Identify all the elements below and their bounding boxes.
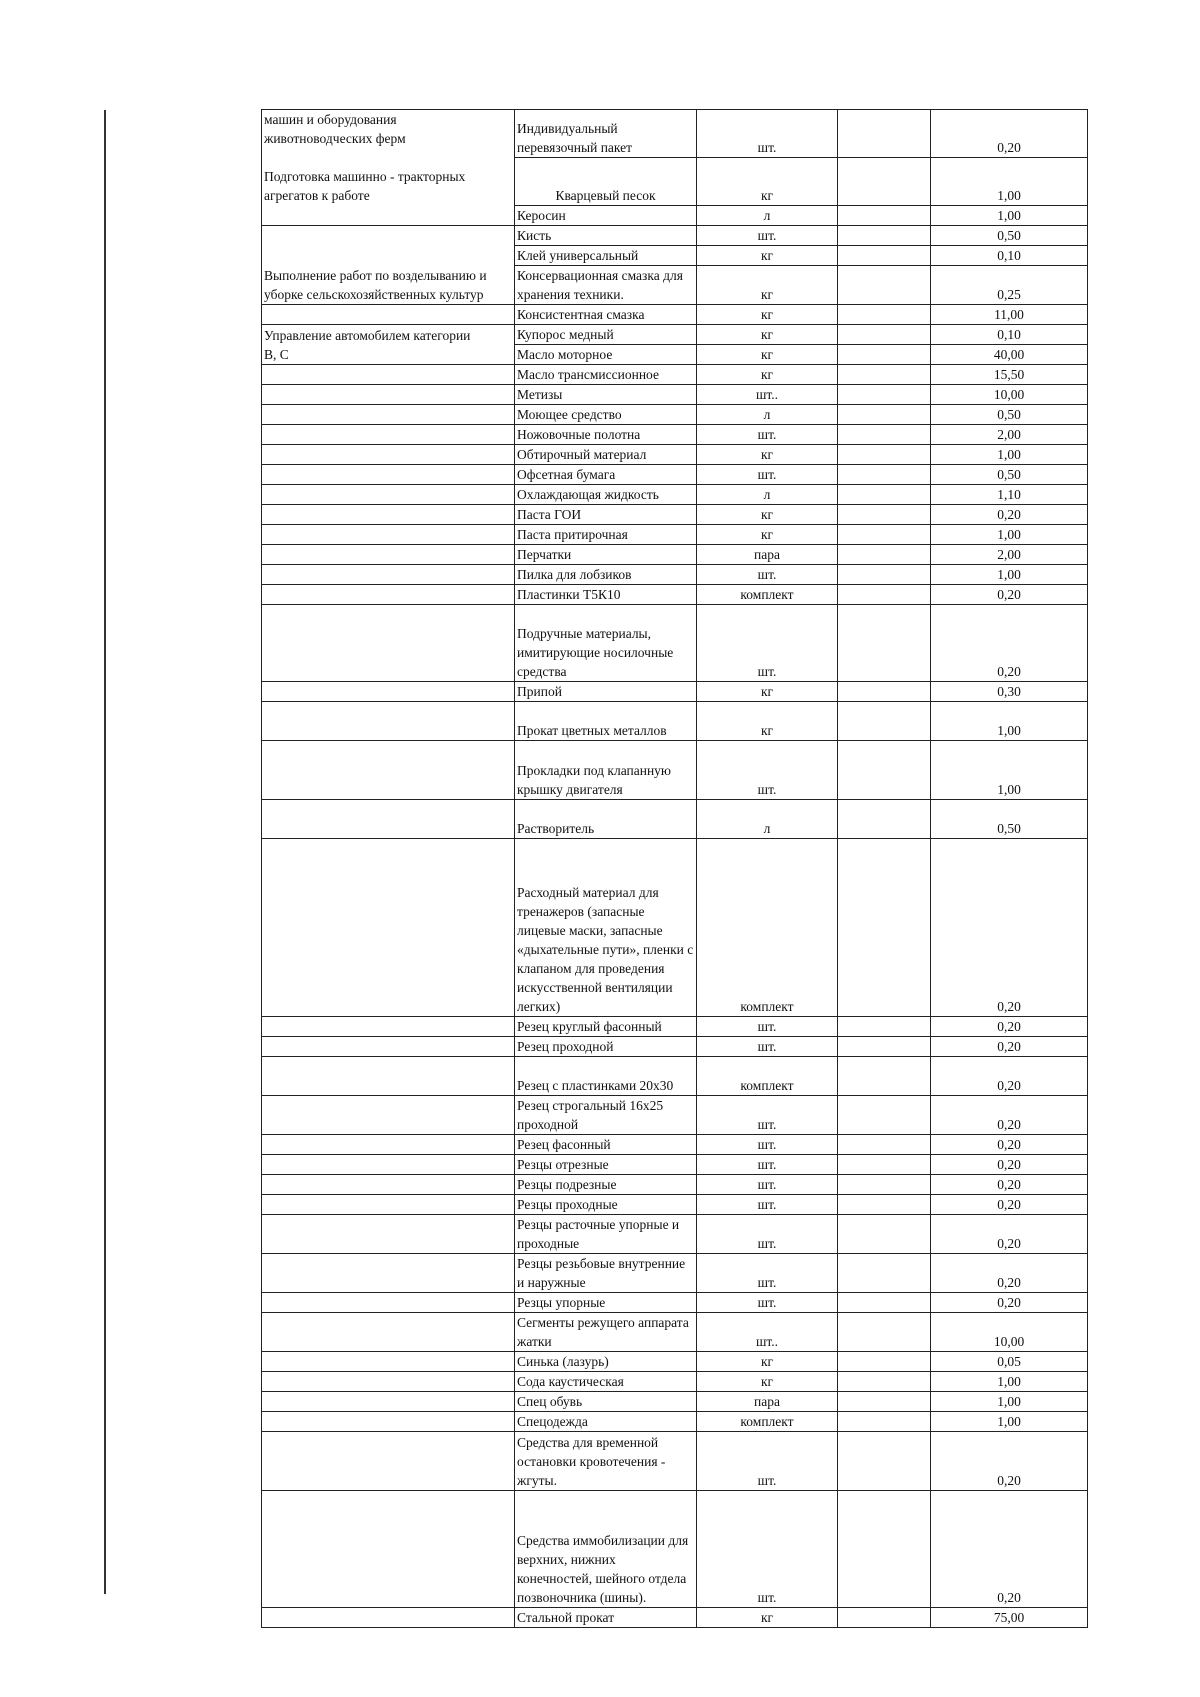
item-qty: 0,20 [931, 1095, 1088, 1134]
blank-cell [838, 110, 931, 158]
item-unit: комплект [697, 1411, 838, 1431]
item-unit: шт.. [697, 384, 838, 404]
item-unit: кг [697, 681, 838, 701]
section-cell [262, 225, 515, 304]
section-title: машин и оборудования животноводческих ферм Подготовка машинно - тракторных агрегатов к работе [264, 112, 466, 203]
table-row [262, 1371, 1088, 1391]
item-name: Резцы расточные упорные и проходные [515, 1214, 697, 1253]
item-qty: 0,20 [931, 838, 1088, 1016]
item-unit: шт. [697, 1431, 838, 1490]
item-qty: 0,20 [931, 1154, 1088, 1174]
blank-cell [838, 304, 931, 324]
blank-cell [838, 424, 931, 444]
table-row [262, 424, 1088, 444]
table-row [262, 484, 1088, 504]
item-name: Резцы упорные [515, 1292, 697, 1312]
item-name: Синька (лазурь) [515, 1351, 697, 1371]
item-unit: кг [697, 324, 838, 344]
item-unit: шт. [697, 740, 838, 799]
table-row [262, 1154, 1088, 1174]
section-cell [262, 740, 515, 799]
blank-cell [838, 265, 931, 304]
blank-cell [838, 157, 931, 205]
section-cell [262, 1056, 515, 1095]
table-row [262, 584, 1088, 604]
section-cell [262, 1431, 515, 1490]
section-cell [262, 1292, 515, 1312]
table-row [262, 799, 1088, 838]
item-unit: шт. [697, 464, 838, 484]
table-row [262, 1391, 1088, 1411]
section-cell [262, 110, 515, 206]
blank-cell [838, 838, 931, 1016]
item-unit: шт. [697, 1154, 838, 1174]
blank-cell [838, 1312, 931, 1351]
item-qty: 0,20 [931, 584, 1088, 604]
blank-cell [838, 604, 931, 681]
item-name: Подручные материалы, имитирующие носилочные средства [515, 604, 697, 681]
item-name: Припой [515, 681, 697, 701]
blank-cell [838, 1431, 931, 1490]
item-unit: кг [697, 524, 838, 544]
item-unit: шт. [697, 1490, 838, 1607]
materials-table [261, 109, 1088, 1628]
item-unit: шт. [697, 1016, 838, 1036]
blank-cell [838, 444, 931, 464]
item-qty: 15,50 [931, 364, 1088, 384]
item-qty: 75,00 [931, 1607, 1088, 1627]
item-qty: 0,20 [931, 1490, 1088, 1607]
item-name: Резцы отрезные [515, 1154, 697, 1174]
section-cell [262, 1371, 515, 1391]
item-name: Сегменты режущего аппарата жатки [515, 1312, 697, 1351]
item-unit: л [697, 404, 838, 424]
item-qty: 11,00 [931, 304, 1088, 324]
item-name: Масло трансмиссионное [515, 364, 697, 384]
section-cell [262, 324, 515, 364]
section-cell [262, 681, 515, 701]
item-qty: 0,30 [931, 681, 1088, 701]
item-qty: 2,00 [931, 544, 1088, 564]
table-row [262, 384, 1088, 404]
section-cell [262, 484, 515, 504]
blank-cell [838, 1253, 931, 1292]
item-qty: 0,20 [931, 110, 1088, 158]
blank-cell [838, 324, 931, 344]
section-cell [262, 1036, 515, 1056]
item-qty: 0,20 [931, 1174, 1088, 1194]
item-unit: шт. [697, 424, 838, 444]
item-name: Резцы подрезные [515, 1174, 697, 1194]
table-row [262, 604, 1088, 681]
blank-cell [838, 544, 931, 564]
blank-cell [838, 384, 931, 404]
item-name: Обтирочный материал [515, 444, 697, 464]
section-cell [262, 1351, 515, 1371]
section-cell [262, 1391, 515, 1411]
item-name: Прокат цветных металлов [515, 701, 697, 740]
table-row [262, 1016, 1088, 1036]
item-name: Кварцевый песок [515, 157, 697, 205]
item-unit: шт. [697, 604, 838, 681]
item-unit: кг [697, 504, 838, 524]
blank-cell [838, 1490, 931, 1607]
blank-cell [838, 344, 931, 364]
item-unit: кг [697, 265, 838, 304]
item-qty: 0,20 [931, 1431, 1088, 1490]
page-left-rule [104, 110, 106, 1594]
item-qty: 0,20 [931, 1056, 1088, 1095]
item-qty: 10,00 [931, 384, 1088, 404]
section-cell [262, 524, 515, 544]
table-row [262, 1194, 1088, 1214]
item-name: Охлаждающая жидкость [515, 484, 697, 504]
item-unit: шт. [697, 1292, 838, 1312]
section-cell [262, 1411, 515, 1431]
blank-cell [838, 524, 931, 544]
item-unit: кг [697, 157, 838, 205]
blank-cell [838, 1016, 931, 1036]
item-qty: 2,00 [931, 424, 1088, 444]
item-unit: комплект [697, 584, 838, 604]
item-qty: 0,20 [931, 1194, 1088, 1214]
item-unit: пара [697, 1391, 838, 1411]
item-name: Масло моторное [515, 344, 697, 364]
item-qty: 0,10 [931, 245, 1088, 265]
item-name: Спец обувь [515, 1391, 697, 1411]
section-cell [262, 404, 515, 424]
item-qty: 1,00 [931, 205, 1088, 225]
section-cell [262, 364, 515, 384]
item-unit: шт. [697, 1194, 838, 1214]
item-name: Офсетная бумага [515, 464, 697, 484]
table-body-rest [262, 364, 1088, 1627]
item-qty: 0,20 [931, 1134, 1088, 1154]
table-row [262, 404, 1088, 424]
blank-cell [838, 1194, 931, 1214]
blank-cell [838, 225, 931, 245]
section-cell [262, 1194, 515, 1214]
section-cell [262, 504, 515, 524]
section-cell [262, 424, 515, 444]
item-unit: кг [697, 701, 838, 740]
section-cell [262, 304, 515, 324]
blank-cell [838, 1134, 931, 1154]
item-name: Метизы [515, 384, 697, 404]
item-name: Сода каустическая [515, 1371, 697, 1391]
blank-cell [838, 1056, 931, 1095]
section-cell [262, 1174, 515, 1194]
section-cell [262, 1016, 515, 1036]
item-qty: 0,20 [931, 1036, 1088, 1056]
table-row [262, 324, 1088, 344]
table-row [262, 1134, 1088, 1154]
blank-cell [838, 564, 931, 584]
section-cell [262, 1095, 515, 1134]
item-unit: шт. [697, 1134, 838, 1154]
section-cell [262, 1312, 515, 1351]
blank-cell [838, 1214, 931, 1253]
item-qty: 1,00 [931, 1411, 1088, 1431]
item-unit: кг [697, 1607, 838, 1627]
item-unit: шт. [697, 110, 838, 158]
item-qty: 0,50 [931, 404, 1088, 424]
table-row [262, 1411, 1088, 1431]
section-cell [262, 701, 515, 740]
table-row [262, 110, 1088, 158]
blank-cell [838, 1391, 931, 1411]
table-row [262, 205, 1088, 225]
item-qty: 0,20 [931, 1292, 1088, 1312]
blank-cell [838, 1174, 931, 1194]
section-title: Управление автомобилем категории В, С [264, 327, 471, 362]
table-row [262, 504, 1088, 524]
table-row [262, 225, 1088, 245]
item-name: Паста ГОИ [515, 504, 697, 524]
section-cell [262, 1154, 515, 1174]
item-name: Пластинки Т5К10 [515, 584, 697, 604]
item-qty: 0,20 [931, 1016, 1088, 1036]
item-qty: 1,00 [931, 740, 1088, 799]
item-name: Пилка для лобзиков [515, 564, 697, 584]
item-name: Кисть [515, 225, 697, 245]
blank-cell [838, 740, 931, 799]
table-row [262, 1607, 1088, 1627]
blank-cell [838, 1095, 931, 1134]
blank-cell [838, 1036, 931, 1056]
item-name: Стальной прокат [515, 1607, 697, 1627]
item-name: Расходный материал для тренажеров (запасные лицевые маски, запасные «дыхательные пути», пленки с клапаном для проведения искусственной вентиляции легких) [515, 838, 697, 1016]
blank-cell [838, 484, 931, 504]
blank-cell [838, 1292, 931, 1312]
table-row [262, 304, 1088, 324]
section-cell [262, 604, 515, 681]
table-row [262, 524, 1088, 544]
table-row [262, 564, 1088, 584]
section-cell [262, 1214, 515, 1253]
item-name: Резец фасонный [515, 1134, 697, 1154]
blank-cell [838, 701, 931, 740]
blank-cell [838, 504, 931, 524]
item-name: Резец круглый фасонный [515, 1016, 697, 1036]
item-qty: 1,00 [931, 524, 1088, 544]
item-qty: 0,25 [931, 265, 1088, 304]
table-row [262, 1174, 1088, 1194]
blank-cell [838, 681, 931, 701]
item-name: Резцы резьбовые внутренние и наружные [515, 1253, 697, 1292]
item-unit: л [697, 484, 838, 504]
item-unit: л [697, 799, 838, 838]
item-unit: комплект [697, 838, 838, 1016]
blank-cell [838, 205, 931, 225]
table-row [262, 1253, 1088, 1292]
section-cell [262, 1253, 515, 1292]
item-unit: шт. [697, 1095, 838, 1134]
item-qty: 1,00 [931, 1391, 1088, 1411]
section-cell [262, 799, 515, 838]
item-qty: 0,20 [931, 1253, 1088, 1292]
table-row [262, 1431, 1088, 1490]
blank-cell [838, 364, 931, 384]
item-unit: пара [697, 544, 838, 564]
section-cell [262, 838, 515, 1016]
item-qty: 0,20 [931, 604, 1088, 681]
item-unit: кг [697, 1371, 838, 1391]
table-row [262, 1490, 1088, 1607]
item-qty: 1,00 [931, 564, 1088, 584]
item-unit: шт. [697, 1253, 838, 1292]
table-row [262, 1056, 1088, 1095]
item-unit: кг [697, 344, 838, 364]
table-row [262, 1351, 1088, 1371]
table-row [262, 1292, 1088, 1312]
item-qty: 0,50 [931, 225, 1088, 245]
item-unit: кг [697, 444, 838, 464]
item-name: Паста притирочная [515, 524, 697, 544]
section-cell [262, 444, 515, 464]
table-row [262, 364, 1088, 384]
table-row [262, 1214, 1088, 1253]
table-row [262, 1036, 1088, 1056]
item-unit: шт. [697, 564, 838, 584]
item-qty: 0,05 [931, 1351, 1088, 1371]
item-name: Перчатки [515, 544, 697, 564]
blank-cell [838, 584, 931, 604]
section-cell [262, 564, 515, 584]
item-qty: 40,00 [931, 344, 1088, 364]
item-name: Растворитель [515, 799, 697, 838]
table-row [262, 701, 1088, 740]
item-qty: 1,10 [931, 484, 1088, 504]
section-cell [262, 544, 515, 564]
item-qty: 1,00 [931, 444, 1088, 464]
item-qty: 1,00 [931, 1371, 1088, 1391]
item-name: Моющее средство [515, 404, 697, 424]
item-name: Резец строгальный 16х25 проходной [515, 1095, 697, 1134]
item-qty: 1,00 [931, 157, 1088, 205]
section-cell [262, 1134, 515, 1154]
item-unit: комплект [697, 1056, 838, 1095]
item-name: Ножовочные полотна [515, 424, 697, 444]
item-name: Средства иммобилизации для верхних, нижних конечностей, шейного отдела позвоночника (шины). [515, 1490, 697, 1607]
item-name: Резцы проходные [515, 1194, 697, 1214]
table-row [262, 740, 1088, 799]
table-row [262, 544, 1088, 564]
item-unit: шт. [697, 1174, 838, 1194]
item-qty: 0,20 [931, 1214, 1088, 1253]
item-qty: 0,10 [931, 324, 1088, 344]
item-qty: 10,00 [931, 1312, 1088, 1351]
table-row [262, 444, 1088, 464]
item-name: Индивидуальный перевязочный пакет [515, 110, 697, 158]
section-cell [262, 1607, 515, 1627]
blank-cell [838, 245, 931, 265]
item-unit: шт. [697, 1036, 838, 1056]
blank-cell [838, 404, 931, 424]
item-unit: кг [697, 304, 838, 324]
table-row [262, 1095, 1088, 1134]
table-row [262, 681, 1088, 701]
section-cell [262, 384, 515, 404]
blank-cell [838, 1351, 931, 1371]
item-qty: 0,20 [931, 504, 1088, 524]
item-qty: 0,50 [931, 464, 1088, 484]
item-name: Консервационная смазка для хранения техники. [515, 265, 697, 304]
item-qty: 0,50 [931, 799, 1088, 838]
item-name: Средства для временной остановки кровотечения - жгуты. [515, 1431, 697, 1490]
item-qty: 1,00 [931, 701, 1088, 740]
table-row [262, 838, 1088, 1016]
blank-cell [838, 799, 931, 838]
item-unit: кг [697, 364, 838, 384]
blank-cell [838, 464, 931, 484]
table-row [262, 464, 1088, 484]
item-name: Прокладки под клапанную крышку двигателя [515, 740, 697, 799]
table-row [262, 1312, 1088, 1351]
section-cell [262, 205, 515, 225]
section-cell [262, 584, 515, 604]
item-name: Керосин [515, 205, 697, 225]
item-name: Купорос медный [515, 324, 697, 344]
blank-cell [838, 1154, 931, 1174]
item-unit: кг [697, 245, 838, 265]
item-unit: л [697, 205, 838, 225]
section-cell [262, 1490, 515, 1607]
item-unit: шт. [697, 1214, 838, 1253]
section-title: Выполнение работ по возделыванию и уборке сельскохозяйственных культур [264, 267, 487, 302]
item-name: Резец проходной [515, 1036, 697, 1056]
item-unit: шт.. [697, 1312, 838, 1351]
item-unit: шт. [697, 225, 838, 245]
item-name: Резец с пластинками 20х30 [515, 1056, 697, 1095]
item-name: Клей универсальный [515, 245, 697, 265]
blank-cell [838, 1607, 931, 1627]
blank-cell [838, 1411, 931, 1431]
item-unit: кг [697, 1351, 838, 1371]
item-name: Консистентная смазка [515, 304, 697, 324]
item-name: Спецодежда [515, 1411, 697, 1431]
blank-cell [838, 1371, 931, 1391]
section-cell [262, 464, 515, 484]
